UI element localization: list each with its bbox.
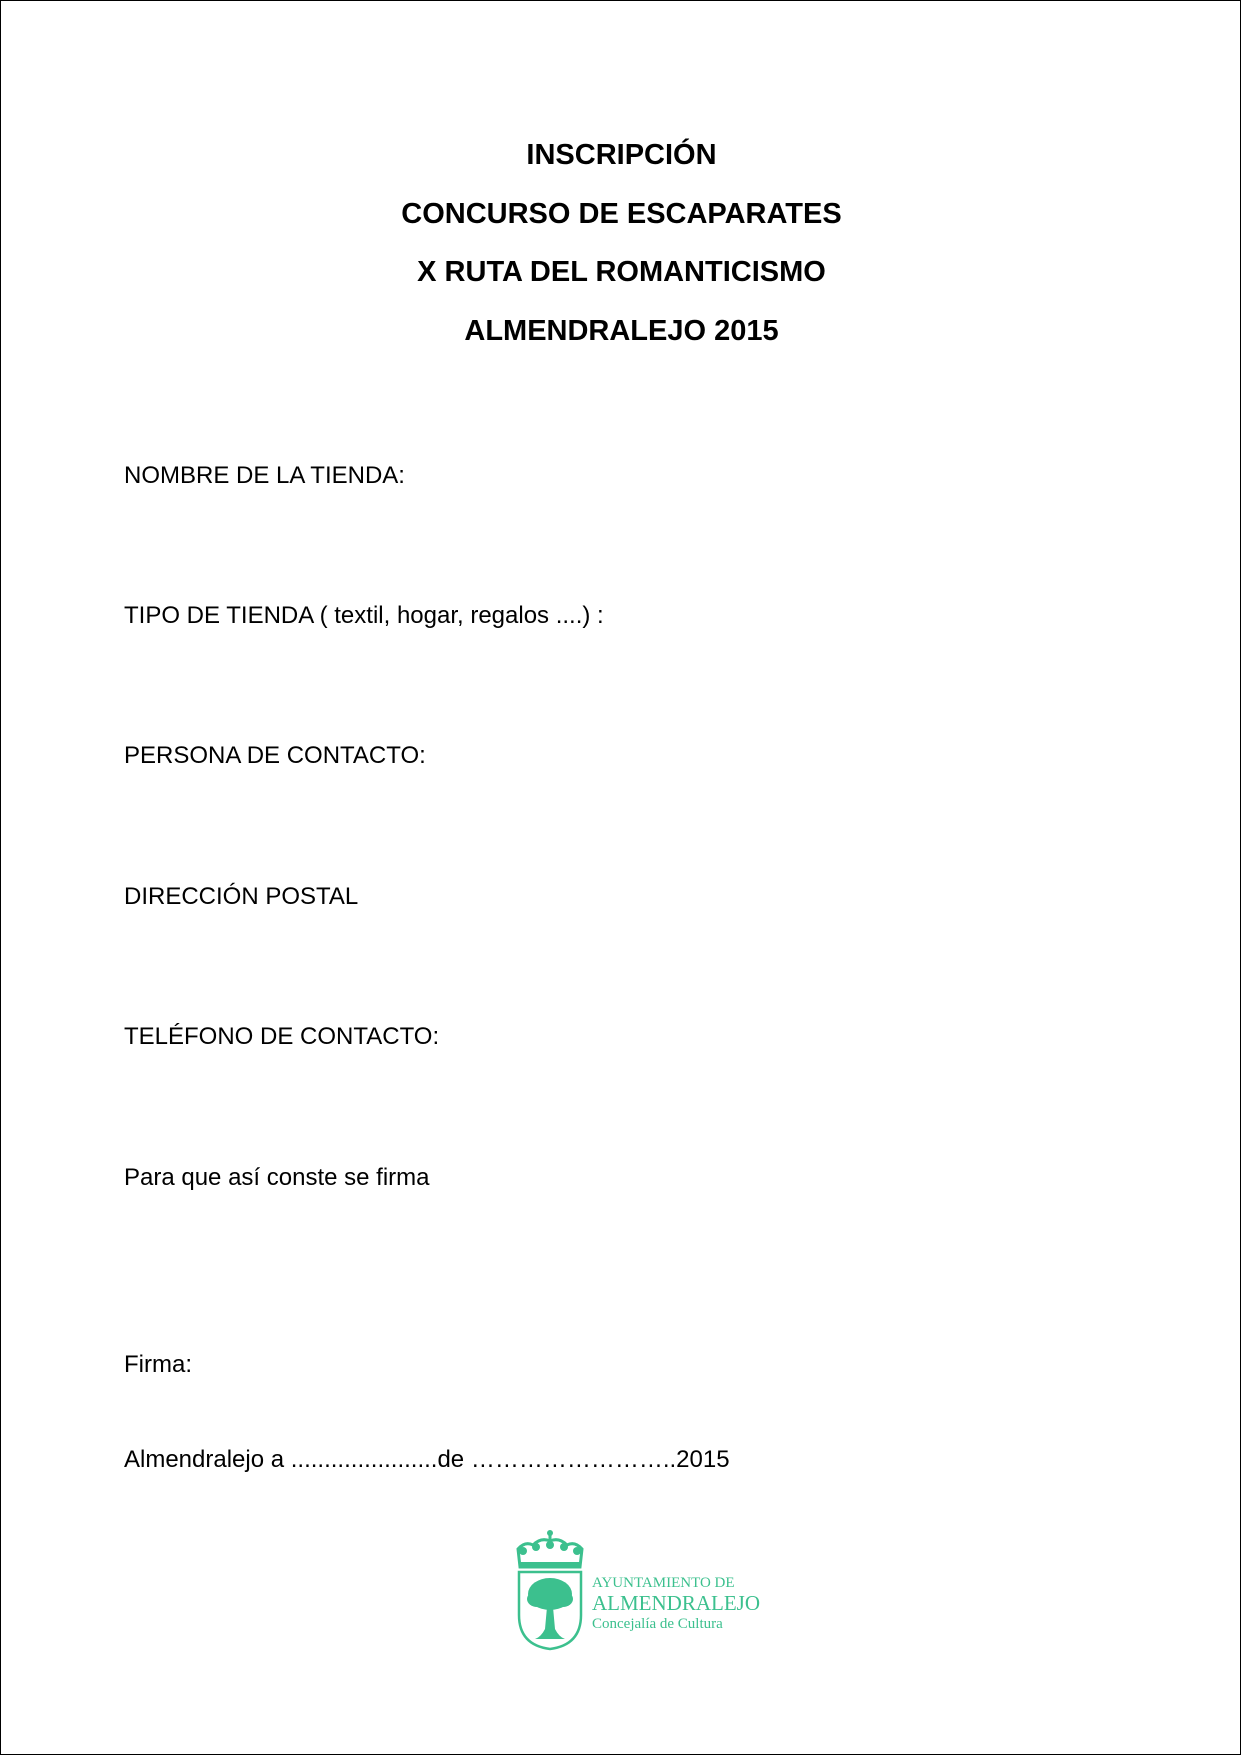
contact-person-label: PERSONA DE CONTACTO: <box>124 742 426 769</box>
title-line-3: X RUTA DEL ROMANTICISMO <box>417 256 826 288</box>
title-line-2: CONCURSO DE ESCAPARATES <box>401 198 842 230</box>
date-line: Almendralejo a ......................de ……………………..2015 <box>124 1446 730 1473</box>
logo-text-line-2: ALMENDRALEJO <box>592 1591 760 1615</box>
signature-label: Firma: <box>124 1351 192 1378</box>
store-type-label: TIPO DE TIENDA ( textil, hogar, regalos ....) : <box>124 602 604 629</box>
coat-of-arms-icon <box>515 1529 587 1651</box>
logo-text-line-3: Concejalía de Cultura <box>592 1616 723 1632</box>
municipality-logo <box>515 1529 760 1651</box>
contact-phone-label: TELÉFONO DE CONTACTO: <box>124 1023 440 1050</box>
store-name-label: NOMBRE DE LA TIENDA: <box>124 462 405 489</box>
postal-address-label: DIRECCIÓN POSTAL <box>124 883 359 910</box>
logo-text-line-1: AYUNTAMIENTO DE <box>592 1575 735 1591</box>
consent-text: Para que así conste se firma <box>124 1164 430 1191</box>
title-line-4: ALMENDRALEJO 2015 <box>464 315 779 347</box>
title-line-1: INSCRIPCIÓN <box>526 139 717 171</box>
